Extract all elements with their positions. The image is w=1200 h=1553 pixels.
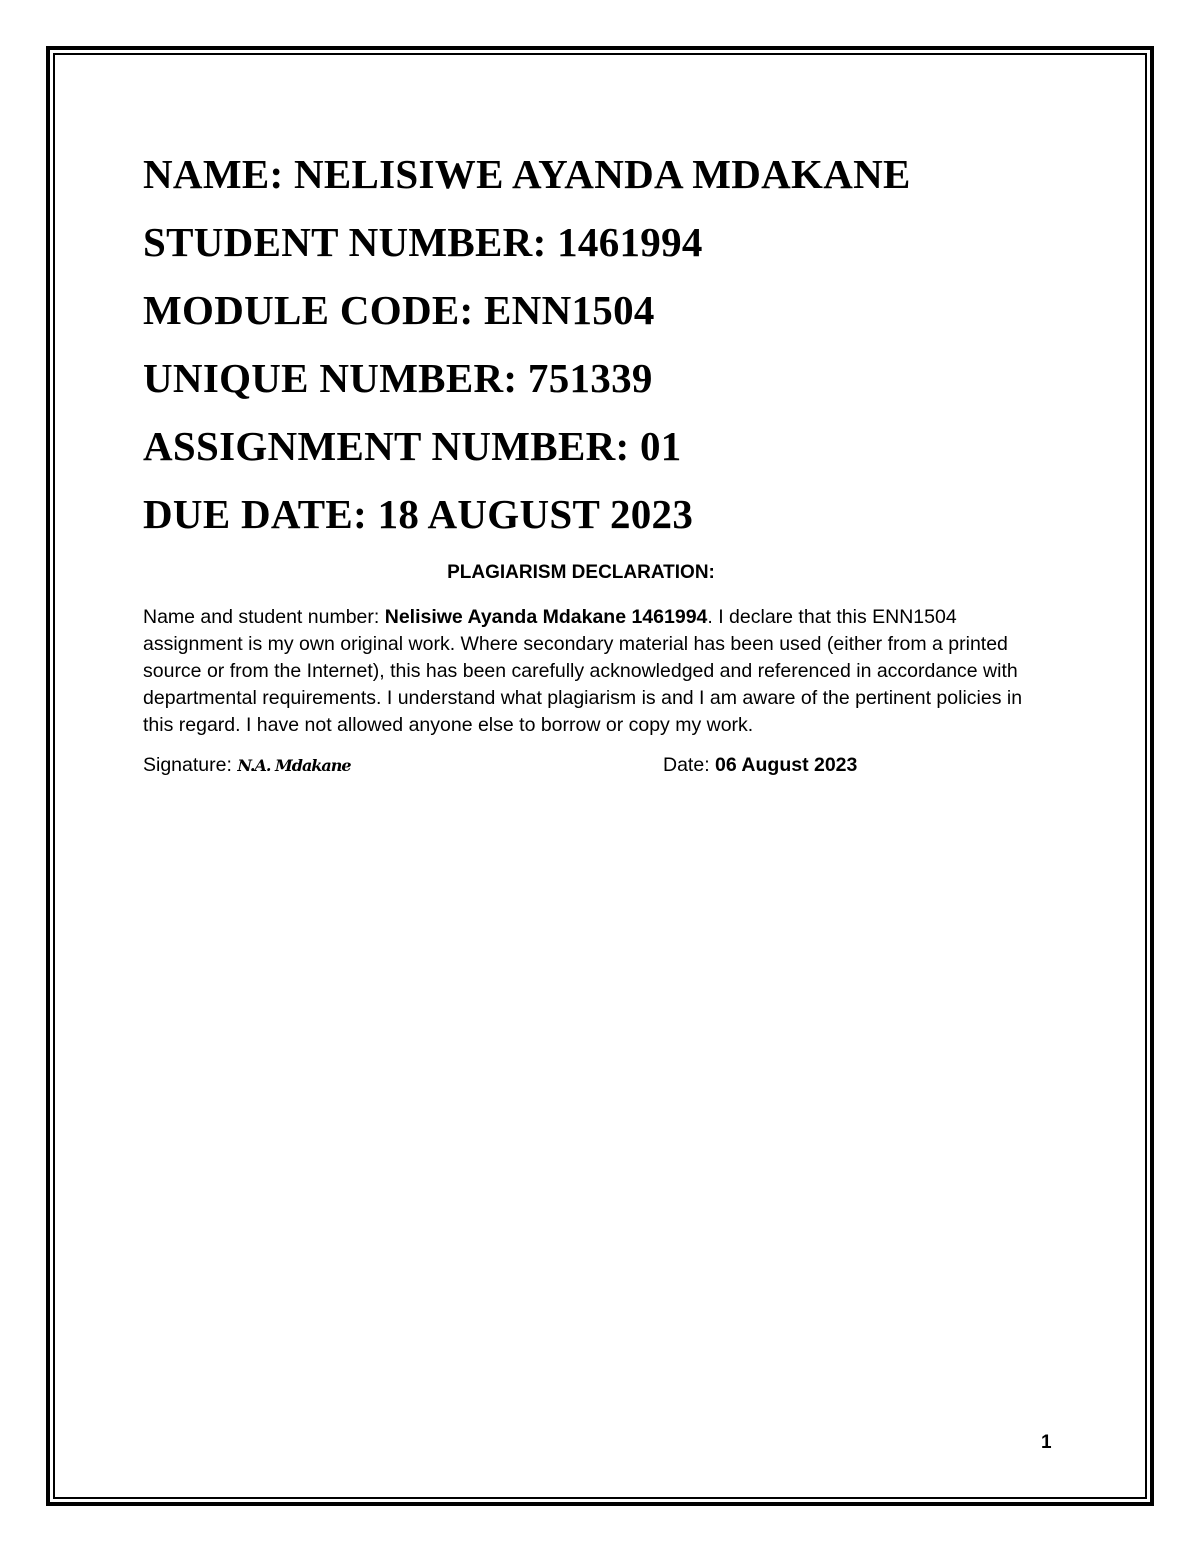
due-date-line: DUE DATE: 18 AUGUST 2023 [143,491,694,537]
declaration-name-number: Nelisiwe Ayanda Mdakane 1461994 [384,606,708,628]
cover-content [143,140,1063,784]
student-number-line: STUDENT NUMBER: 1461994 [143,219,703,265]
signature-block [143,754,351,777]
declaration-intro: Name and student number: [143,606,385,628]
name-line: NAME: NELISIWE AYANDA MDAKANE [143,151,911,197]
declaration-heading: PLAGIARISM DECLARATION: [447,562,715,583]
date-block [663,754,857,777]
signature: N.A. Mdakane [237,756,351,775]
declaration-text: . I declare that this ENN1504 assignment is my own original work. Where secondary material has been used (either from a printed source or from the Internet), this has been carefully acknowledged and referenced in accordance with departmental requirements. I understand what plagiarism is and I am aware of the pertinent policies in this regard. I have not allowed anyone else to borrow or copy my work. [143,606,1023,736]
signature-label: Signature: [143,754,238,776]
unique-number-line: UNIQUE NUMBER: 751339 [143,355,653,401]
page-number: 1 [1041,1432,1052,1453]
date-label: Date: [663,754,716,776]
signature-row [143,754,1063,784]
assignment-number-line: ASSIGNMENT NUMBER: 01 [143,423,682,469]
module-code-line: MODULE CODE: ENN1504 [143,287,655,333]
declaration-paragraph [143,604,1043,739]
date-value: 06 August 2023 [715,754,858,776]
